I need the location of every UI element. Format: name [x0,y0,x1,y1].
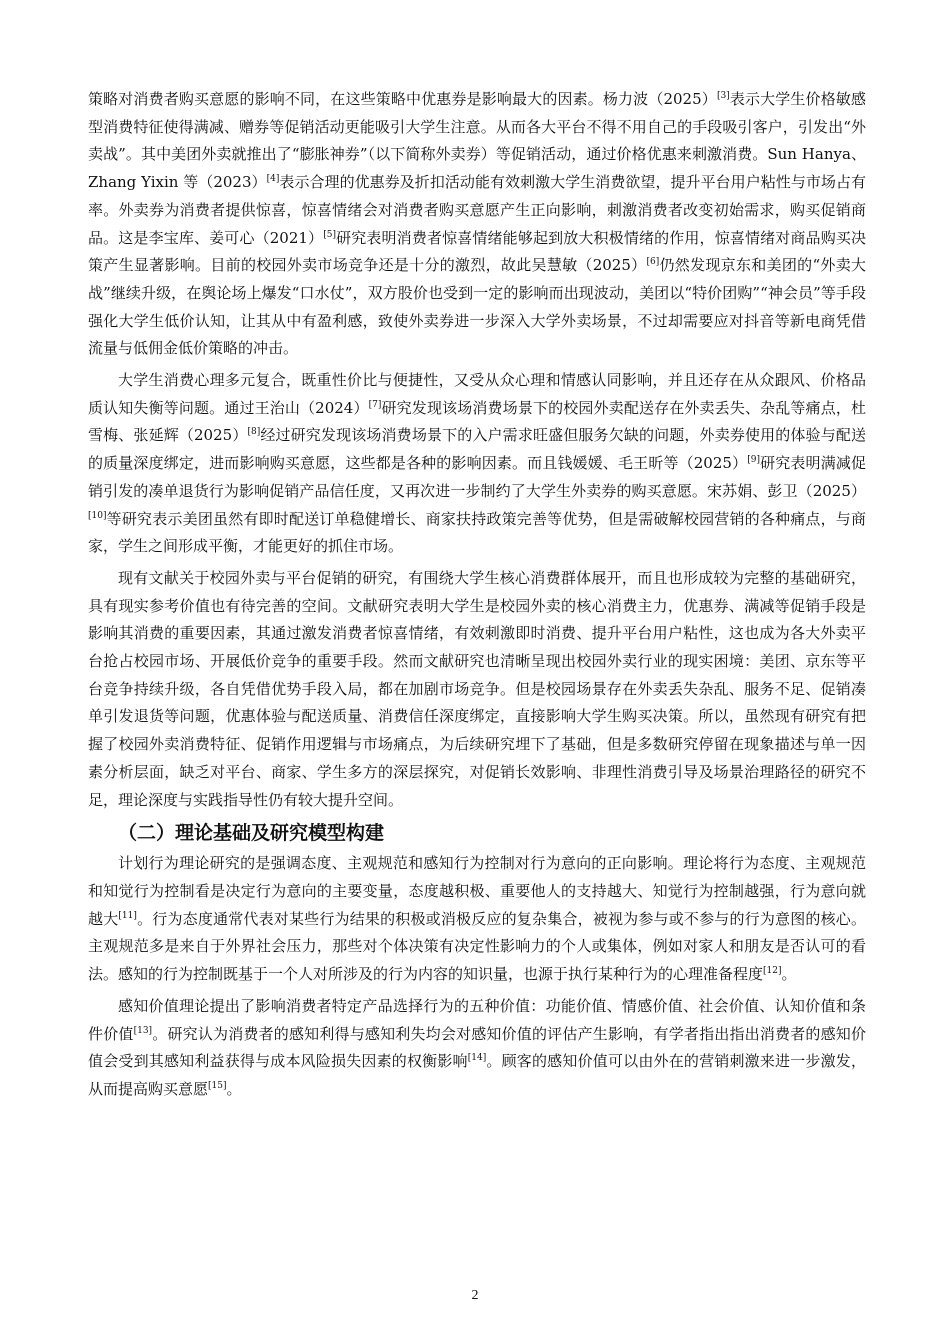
citation-ref: [12] [763,966,782,977]
page-number: 2 [471,1288,479,1303]
section-heading: （二）理论基础及研究模型构建 [118,822,385,845]
text-run: 感知价值理论提出了影响消费者特定产品选择行为的五种价值：功能价值、情感价值、社会价值、认知价值和条件价值 [88,996,866,1043]
text-run: 经过研究发现该场消费场景下的入户需求旺盛但服务欠缺的问题，外卖券使用的体验与配送的质量深度绑定，进而影响购买意愿，这些都是各种的影响因素。而且钱媛媛、毛王昕等（2025） [88,426,866,473]
paragraph [88,86,866,363]
paragraph [88,367,866,561]
text-run: 。研究认为消费者的感知利得与感知利失均会对感知价值的评估产生影响，有学者指出指出消费者的感知价值会受到其感知利益获得与成本风险损失因素的权衡影响 [88,1024,866,1071]
citation-ref: [7] [368,399,382,410]
literature-review-section [88,86,866,814]
citation-ref: [4] [266,174,280,185]
text-run: 仍然发现京东和美团的“外卖大战”继续升级，在舆论场上爆发“口水仗”，双方股价也受到一定的影响而出现波动，美团以“特价团购”“神会员”等手段强化大学生低价认知，让其从中有盈利感，致使外卖券进一步深入大学外卖场景，不过却需要应对抖音等新电商凭借流量与低佣金低价策略的冲击。 [88,256,867,358]
citation-ref: [13] [133,1025,153,1036]
citation-ref: [3] [716,91,730,101]
text-run: 计划行为理论研究的是强调态度、主观规范和感知行为控制对行为意向的正向影响。理论将行为态度、主观规范和知觉行为控制看是决定行为意向的主要变量，态度越积极、重要他人的支持越大、知觉行为控制越强，行为意向就越大 [88,854,866,928]
text-run: 现有文献关于校园外卖与平台促销的研究，有围绕大学生核心消费群体展开，而且也形成较为完整的基础研究，具有现实参考价值也有待完善的空间。文献研究表明大学生是校园外卖的核心消费主力，优惠券、满减等促销手段是影响其消费的重要因素，其通过激发消费者惊喜情绪，有效刺激即时消费、提升平台用户粘性，这也成为各大外卖平台抢占校园市场、开展低价竞争的重要手段。然而文献研究也清晰呈现出校园外卖行业的现实困境：美团、京东等平台竞争持续升级，各自凭借优势手段入局，都在加剧市场竞争。但是校园场景存在外卖丢失杂乱、服务不足、促销凑单引发退货等问题，优惠体验与配送质量、消费信任深度绑定，直接影响大学生购买决策。所以，虽然现有研究有把握了校园外卖消费特征、促销作用逻辑与市场痛点，为后续研究埋下了基础，但是多数研究停留在现象描述与单一因素分析层面，缺乏对平台、商家、学生多方的深层探究，对促销长效影响、非理性消费引导及场景治理路径的研究不足，理论深度与实践指导性仍有较大提升空间。 [88,568,866,809]
citation-ref: [6] [646,257,660,268]
text-run: 等研究表示美团虽然有即时配送订单稳健增长、商家扶持政策完善等优势，但是需破解校园营销的各种痛点，与商家，学生之间形成平衡，才能更好的抓住市场。 [88,509,866,556]
theory-section [88,850,866,1103]
text-run: 策略对消费者购买意愿的影响不同，在这些策略中优惠券是影响最大的因素。杨力波（2025） [88,90,717,108]
citation-ref: [14] [467,1053,487,1064]
page-body [88,86,866,1108]
text-run: 。 [781,965,797,984]
citation-ref: [5] [323,229,336,240]
text-run: 研究表明满减促销引发的凑单退货行为影响促销产品信任度，又再次进一步制约了大学生外卖券的购买意愿。宋苏娟、彭卫（2025） [88,454,866,500]
text-run: 表示大学生价格敏感型消费特征使得满减、赠券等促销活动更能吸引大学生注意。从而各大平台不得不用自己的手段吸引客户，引发出“外卖战”。其中美团外卖就推出了“膨胀神券”（以下简称外卖券）等促销活动，通过价格优惠来刺激消费。Sun Hanya、Zhang Yixin 等（2023） [88,90,866,192]
text-run: 研究发现该场消费场景下的校园外卖配送存在外卖丢失、杂乱等痛点，杜雪梅、张延辉（2025） [88,398,866,445]
text-run: 表示合理的优惠券及折扣活动能有效刺激大学生消费欲望，提升平台用户粘性与市场占有率。外卖券为消费者提供惊喜，惊喜情绪会对消费者购买意愿产生正向影响，刺激消费者改变初始需求，购买促销商品。这是李宝库、姜可心（2021） [88,173,866,247]
citation-ref: [10] [88,510,107,521]
text-run: 。行为态度通常代表对某些行为结果的积极或消极反应的复杂集合，被视为参与或不参与的行为意图的核心。主观规范多是来自于外界社会压力，那些对个体决策有决定性影响力的个人或集体，例如对家人和朋友是否认可的看法。感知的行为控制既基于一个人对所涉及的行为内容的知识量，也源于执行某种行为的心理准备程度 [88,909,866,984]
paragraph [88,565,866,814]
citation-ref: [11] [118,910,137,921]
text-run: 大学生消费心理多元复合，既重性价比与便捷性，又受从众心理和情感认同影响，并且还存在从众跟风、价格品质认知失衡等问题。通过王治山（2024） [88,371,866,417]
citation-ref: [9] [747,455,760,466]
text-run: 。顾客的感知价值可以由外在的营销刺激来进一步激发，从而提高购买意愿 [88,1052,866,1098]
text-run: 。 [226,1079,242,1098]
citation-ref: [8] [247,427,261,438]
paragraph [88,850,866,989]
text-run: 研究表明消费者惊喜情绪能够起到放大积极情绪的作用，惊喜情绪对商品购买决策产生显著影响。目前的校园外卖市场竞争还是十分的激烈，故此吴慧敏（2025） [88,228,866,275]
paragraph [88,993,866,1104]
citation-ref: [15] [208,1080,227,1091]
